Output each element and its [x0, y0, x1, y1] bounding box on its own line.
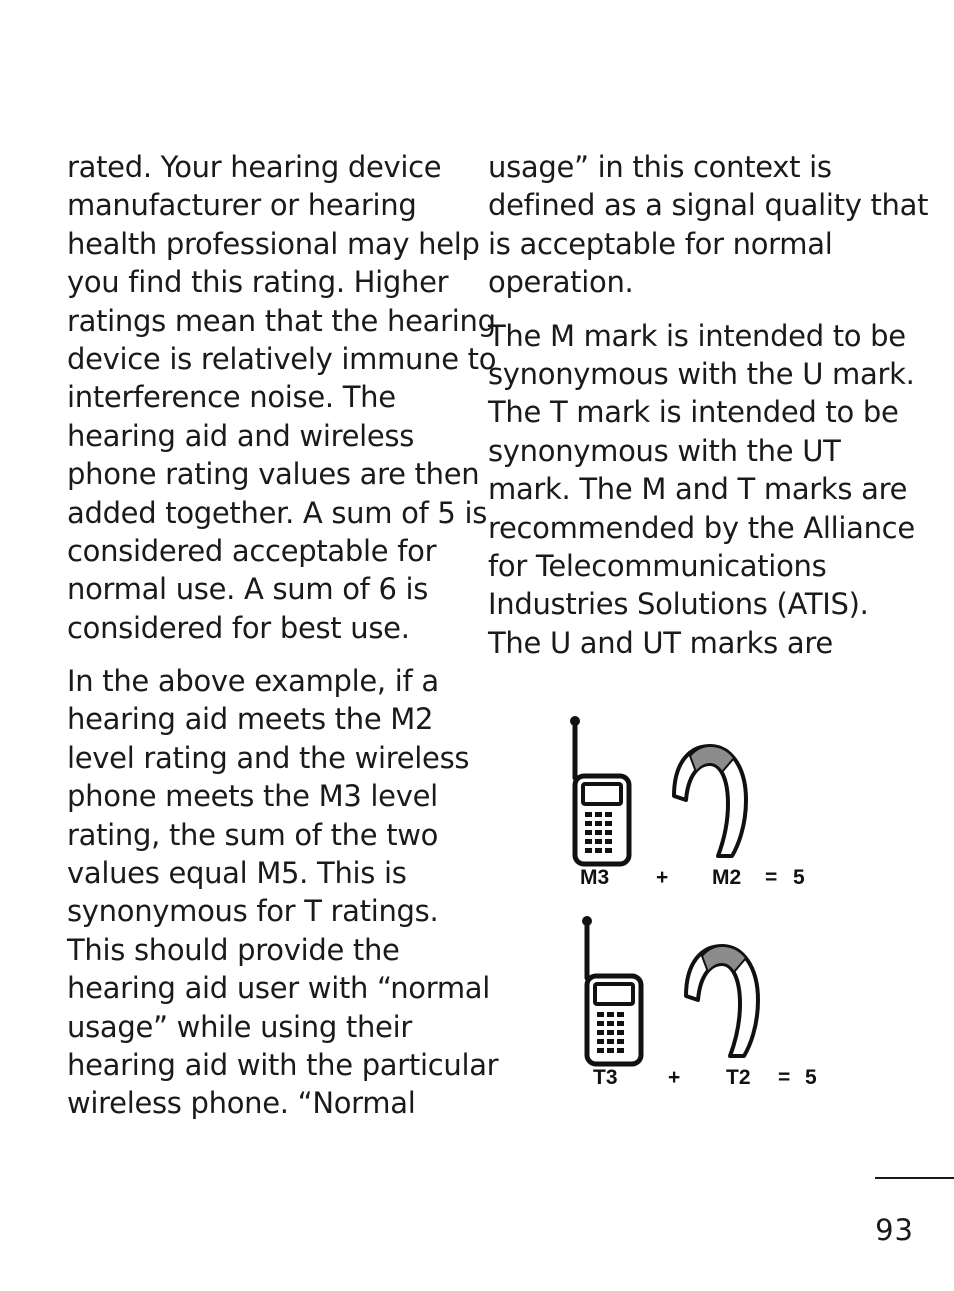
rating-row-m — [570, 716, 805, 889]
hearing-aid-rating-label: M2 — [712, 866, 742, 889]
text-line: health professional may help — [67, 226, 480, 261]
rating-row-t — [582, 916, 817, 1089]
paragraph-marks — [488, 317, 915, 663]
hearing-aid-icon — [674, 746, 746, 856]
text-line: interference noise. The — [67, 380, 396, 415]
text-line: manufacturer or hearing — [67, 188, 417, 223]
text-line: synonymous for T ratings. — [67, 894, 439, 929]
text-line: This should provide the — [67, 932, 400, 967]
hearing-aid-icon — [686, 946, 758, 1056]
text-line: rating, the sum of the two — [67, 817, 439, 852]
right-column — [488, 148, 929, 662]
hearing-aid-rating-label: T2 — [726, 1066, 751, 1089]
text-line: phone meets the M3 level — [67, 779, 438, 814]
rating-sum-illustration — [560, 706, 840, 1114]
paragraph-example — [67, 662, 499, 1123]
text-line: hearing aid meets the M2 — [67, 702, 434, 737]
text-line: hearing aid and wireless — [67, 418, 415, 453]
text-line: considered acceptable for — [67, 533, 437, 568]
page-number: 93 — [875, 1213, 914, 1247]
text-line: added together. A sum of 5 is — [67, 495, 488, 530]
text-line: Industries Solutions (ATIS). — [488, 587, 869, 622]
text-line: normal use. A sum of 6 is — [67, 572, 429, 607]
text-line: for Telecommunications — [488, 548, 827, 583]
text-line: hearing aid user with “normal — [67, 971, 491, 1006]
equals-sign: = — [765, 866, 778, 889]
plus-sign: + — [668, 1066, 681, 1089]
phone-rating-label: T3 — [593, 1066, 618, 1089]
mobile-phone-icon — [582, 916, 641, 1064]
text-line: The U and UT marks are — [488, 625, 833, 660]
text-line: operation. — [488, 265, 634, 300]
text-line: level rating and the wireless — [67, 740, 470, 775]
text-line: The T mark is intended to be — [488, 395, 899, 430]
text-line: usage” in this context is — [488, 150, 832, 184]
text-line: ratings mean that the hearing — [67, 303, 496, 338]
text-line: usage” while using their — [67, 1009, 412, 1044]
text-line: synonymous with the UT — [488, 433, 841, 468]
text-line: The M mark is intended to be — [488, 318, 906, 353]
text-line: you find this rating. Higher — [67, 265, 449, 300]
text-line: considered for best use. — [67, 610, 410, 645]
mobile-phone-icon — [570, 716, 629, 864]
rating-sum-figure — [560, 706, 840, 1114]
text-line: is acceptable for normal — [488, 226, 833, 261]
text-line: defined as a signal quality that — [488, 188, 929, 223]
footer-divider — [875, 1177, 954, 1179]
rating-sum-value: 5 — [793, 866, 805, 889]
paragraph-normal-usage — [488, 148, 929, 302]
text-line: In the above example, if a — [67, 664, 439, 699]
phone-rating-label: M3 — [580, 866, 610, 889]
text-line: mark. The M and T marks are — [488, 472, 908, 507]
text-line: recommended by the Alliance — [488, 510, 915, 545]
text-line: hearing aid with the particular — [67, 1047, 499, 1082]
text-line: synonymous with the U mark. — [488, 356, 915, 391]
text-line: phone rating values are then — [67, 457, 480, 492]
text-line: values equal M5. This is — [67, 856, 407, 891]
plus-sign: + — [656, 866, 669, 889]
paragraph-hearing-rating — [67, 148, 497, 647]
text-line: rated. Your hearing device — [67, 150, 442, 184]
left-column — [67, 148, 499, 1123]
rating-sum-value: 5 — [805, 1066, 817, 1089]
text-line: wireless phone. “Normal — [67, 1086, 416, 1121]
text-line: device is relatively immune to — [67, 341, 497, 376]
equals-sign: = — [778, 1066, 791, 1089]
